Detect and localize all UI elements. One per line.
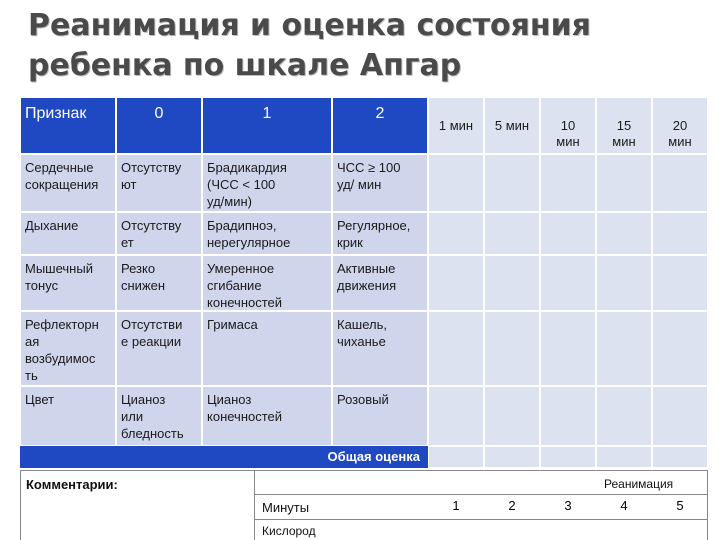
total-score-cell[interactable] (652, 446, 708, 468)
row-heart-sign: Сердечные сокращения (20, 154, 116, 212)
score-cell[interactable] (540, 154, 596, 212)
header-sign: Признак (20, 97, 116, 154)
row-breath-s2: Регулярное, крик (332, 212, 428, 255)
header-time-10: 10 мин (540, 97, 596, 154)
score-cell[interactable] (484, 255, 540, 311)
score-cell[interactable] (652, 212, 708, 255)
row-color-sign: Цвет (20, 386, 116, 446)
divider-minutes (254, 519, 708, 520)
total-score-label: Общая оценка (20, 446, 428, 468)
score-cell[interactable] (652, 255, 708, 311)
score-cell[interactable] (596, 311, 652, 386)
score-cell[interactable] (428, 255, 484, 311)
score-cell[interactable] (596, 154, 652, 212)
score-cell[interactable] (428, 154, 484, 212)
row-heart-s2: ЧСС ≥ 100 уд/ мин (332, 154, 428, 212)
row-color-s2: Розовый (332, 386, 428, 446)
divider-resus (254, 494, 708, 495)
total-score-cell[interactable] (540, 446, 596, 468)
row-breath-s1: Брадипноэ, нерегулярное (202, 212, 332, 255)
row-heart-s1: Брадикардия (ЧСС < 100 уд/мин) (202, 154, 332, 212)
header-score-0: 0 (116, 97, 202, 154)
score-cell[interactable] (428, 386, 484, 446)
row-reflex-s0: Отсутстви е реакции (116, 311, 202, 386)
row-tone-s0: Резко снижен (116, 255, 202, 311)
row-reflex-s2: Кашель, чиханье (332, 311, 428, 386)
score-cell[interactable] (652, 311, 708, 386)
row-color-s0: Цианоз или бледность (116, 386, 202, 446)
page-title: Реанимация и оценка состояния ребенка по шкале Апгар (28, 8, 591, 83)
minute-number-4: 4 (620, 498, 628, 513)
row-breath-sign: Дыхание (20, 212, 116, 255)
score-cell[interactable] (484, 154, 540, 212)
total-score-cell[interactable] (428, 446, 484, 468)
score-cell[interactable] (652, 154, 708, 212)
score-cell[interactable] (596, 255, 652, 311)
header-time-20: 20 мин (652, 97, 708, 154)
score-cell[interactable] (484, 311, 540, 386)
header-score-1: 1 (202, 97, 332, 154)
minute-number-1: 1 (452, 498, 460, 513)
score-cell[interactable] (484, 386, 540, 446)
header-time-5: 5 мин (484, 97, 540, 154)
score-cell[interactable] (596, 386, 652, 446)
row-reflex-sign: Рефлекторн ая возбудимос ть (20, 311, 116, 386)
score-cell[interactable] (652, 386, 708, 446)
total-score-cell[interactable] (484, 446, 540, 468)
row-reflex-s1: Гримаса (202, 311, 332, 386)
score-cell[interactable] (428, 212, 484, 255)
resuscitation-label: Реанимация (604, 477, 674, 491)
total-score-cell[interactable] (596, 446, 652, 468)
minutes-label: Минуты (262, 500, 310, 515)
row-tone-s1: Умеренное сгибание конечностей (202, 255, 332, 311)
comments-label: Комментарии: (26, 477, 118, 492)
row-tone-sign: Мышечный тонус (20, 255, 116, 311)
row-breath-s0: Отсутству ет (116, 212, 202, 255)
score-cell[interactable] (540, 255, 596, 311)
score-cell[interactable] (540, 311, 596, 386)
row-color-s1: Цианоз конечностей (202, 386, 332, 446)
row-heart-s0: Отсутству ют (116, 154, 202, 212)
divider-top (20, 470, 708, 471)
score-cell[interactable] (596, 212, 652, 255)
minute-number-3: 3 (564, 498, 572, 513)
divider-left (20, 470, 21, 540)
header-time-15: 15 мин (596, 97, 652, 154)
header-time-1: 1 мин (428, 97, 484, 154)
minute-number-2: 2 (508, 498, 516, 513)
score-cell[interactable] (428, 311, 484, 386)
score-cell[interactable] (540, 386, 596, 446)
minute-number-5: 5 (676, 498, 684, 513)
score-cell[interactable] (484, 212, 540, 255)
header-score-2: 2 (332, 97, 428, 154)
oxygen-label: Кислород (262, 524, 316, 538)
score-cell[interactable] (540, 212, 596, 255)
divider-mid (254, 470, 255, 540)
divider-right (707, 470, 708, 540)
row-tone-s2: Активные движения (332, 255, 428, 311)
